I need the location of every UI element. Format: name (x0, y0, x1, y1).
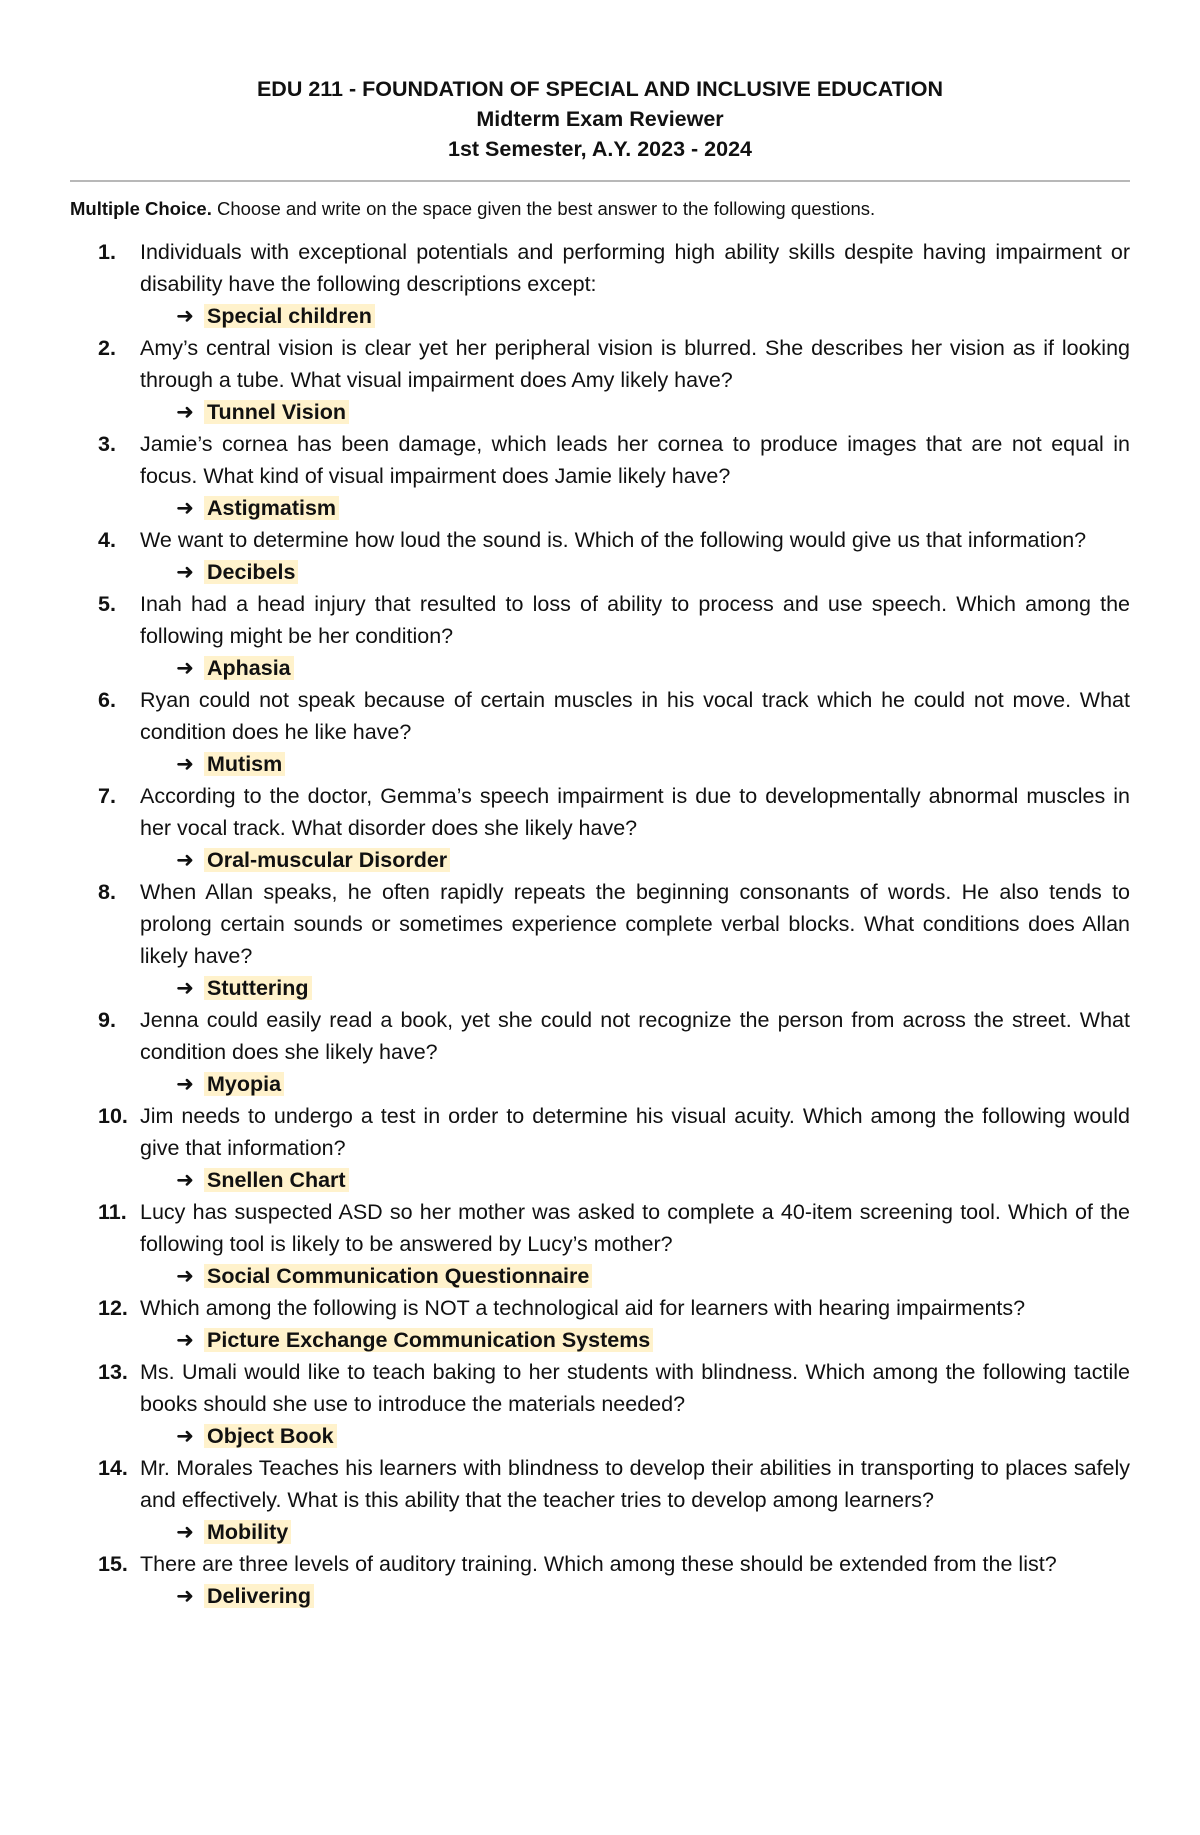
question-item (70, 1452, 1130, 1548)
question-item (70, 524, 1130, 588)
answer-text: Special children (204, 304, 375, 328)
answer-text: Delivering (204, 1584, 314, 1608)
arrow-right-icon: ➜ (176, 1520, 195, 1544)
answer-text: Social Communication Questionnaire (204, 1264, 592, 1288)
question-number: 13. (98, 1360, 128, 1384)
question-item (70, 1356, 1130, 1452)
question-number: 4. (98, 528, 116, 552)
arrow-right-icon: ➜ (176, 560, 195, 584)
arrow-right-icon: ➜ (176, 752, 195, 776)
answer-line (176, 1324, 1130, 1356)
question-text: Jamie’s cornea has been damage, which leads her cornea to produce images that are not equal in focus. What kind of visual impairment does Jamie likely have? (140, 432, 1130, 488)
answer-text: Oral-muscular Disorder (204, 848, 450, 872)
answer-line (176, 396, 1130, 428)
question-list (70, 236, 1130, 1612)
question-number: 2. (98, 336, 116, 360)
question-text: There are three levels of auditory training. Which among these should be extended from the list? (140, 1552, 1057, 1576)
instructions (70, 196, 1130, 222)
question-text: We want to determine how loud the sound is. Which of the following would give us that information? (140, 528, 1087, 552)
answer-text: Stuttering (204, 976, 312, 1000)
instructions-lead: Multiple Choice. (70, 198, 212, 219)
arrow-right-icon: ➜ (176, 976, 195, 1000)
question-text: Ms. Umali would like to teach baking to her students with blindness. Which among the following tactile books should she use to introduce the materials needed? (140, 1360, 1130, 1416)
question-item (70, 428, 1130, 524)
question-text: Amy’s central vision is clear yet her peripheral vision is blurred. She describes her vision as if looking through a tube. What visual impairment does Amy likely have? (140, 336, 1130, 392)
course-title: EDU 211 - FOUNDATION OF SPECIAL AND INCLUSIVE EDUCATION (256, 77, 944, 101)
question-number: 10. (98, 1104, 128, 1128)
answer-line (176, 300, 1130, 332)
question-item (70, 684, 1130, 780)
arrow-right-icon: ➜ (176, 1328, 195, 1352)
question-text: Ryan could not speak because of certain muscles in his vocal track which he could not move. What condition does he like have? (140, 688, 1130, 744)
arrow-right-icon: ➜ (176, 304, 195, 328)
document-header (70, 74, 1130, 164)
answer-line (176, 1516, 1130, 1548)
question-text: Mr. Morales Teaches his learners with blindness to develop their abilities in transporting to places safely and effectively. What is this ability that the teacher tries to develop among learners? (140, 1456, 1130, 1512)
question-text: Inah had a head injury that resulted to loss of ability to process and use speech. Which among the following might be her condition? (140, 592, 1130, 648)
question-text: When Allan speaks, he often rapidly repeats the beginning consonants of words. He also tends to prolong certain sounds or sometimes experience complete verbal blocks. What conditions does Allan likely have? (140, 880, 1130, 968)
question-number: 15. (98, 1552, 128, 1576)
question-item (70, 1196, 1130, 1292)
answer-line (176, 748, 1130, 780)
question-text: Individuals with exceptional potentials and performing high ability skills despite having impairment or disability have the following descriptions except: (140, 240, 1130, 296)
answer-line (176, 1420, 1130, 1452)
answer-line (176, 1260, 1130, 1292)
question-item (70, 876, 1130, 1004)
question-text: Lucy has suspected ASD so her mother was asked to complete a 40-item screening tool. Which of the following tool is likely to be answered by Lucy’s mother? (140, 1200, 1130, 1256)
arrow-right-icon: ➜ (176, 1072, 195, 1096)
answer-line (176, 844, 1130, 876)
answer-line (176, 972, 1130, 1004)
question-text: Jenna could easily read a book, yet she could not recognize the person from across the street. What condition does she likely have? (140, 1008, 1130, 1064)
answer-line (176, 492, 1130, 524)
instructions-text: Choose and write on the space given the best answer to the following questions. (211, 198, 876, 219)
answer-text: Astigmatism (204, 496, 339, 520)
question-number: 8. (98, 880, 116, 904)
question-text: Jim needs to undergo a test in order to determine his visual acuity. Which among the following would give that information? (140, 1104, 1130, 1160)
arrow-right-icon: ➜ (176, 496, 195, 520)
question-number: 9. (98, 1008, 116, 1032)
answer-text: Aphasia (204, 656, 294, 680)
question-number: 3. (98, 432, 116, 456)
question-number: 12. (98, 1296, 128, 1320)
answer-text: Mutism (204, 752, 285, 776)
answer-text: Tunnel Vision (204, 400, 349, 424)
answer-text: Mobility (204, 1520, 291, 1544)
semester-line: 1st Semester, A.Y. 2023 - 2024 (448, 137, 752, 161)
arrow-right-icon: ➜ (176, 1264, 195, 1288)
question-number: 6. (98, 688, 116, 712)
answer-line (176, 1580, 1130, 1612)
answer-text: Snellen Chart (204, 1168, 349, 1192)
question-item (70, 1548, 1130, 1612)
question-text: Which among the following is NOT a technological aid for learners with hearing impairments? (140, 1296, 1026, 1320)
arrow-right-icon: ➜ (176, 656, 195, 680)
header-divider (70, 180, 1130, 182)
answer-line (176, 1164, 1130, 1196)
answer-text: Picture Exchange Communication Systems (204, 1328, 653, 1352)
question-number: 7. (98, 784, 116, 808)
question-number: 1. (98, 240, 116, 264)
answer-line (176, 1068, 1130, 1100)
question-item (70, 236, 1130, 332)
question-item (70, 588, 1130, 684)
arrow-right-icon: ➜ (176, 1584, 195, 1608)
question-number: 14. (98, 1456, 128, 1480)
arrow-right-icon: ➜ (176, 1168, 195, 1192)
arrow-right-icon: ➜ (176, 848, 195, 872)
answer-text: Myopia (204, 1072, 284, 1096)
answer-text: Object Book (204, 1424, 337, 1448)
question-item (70, 332, 1130, 428)
arrow-right-icon: ➜ (176, 400, 195, 424)
question-number: 11. (98, 1200, 127, 1224)
question-text: According to the doctor, Gemma’s speech impairment is due to developmentally abnormal muscles in her vocal track. What disorder does she likely have? (140, 784, 1130, 840)
arrow-right-icon: ➜ (176, 1424, 195, 1448)
question-item (70, 1292, 1130, 1356)
question-number: 5. (98, 592, 116, 616)
document-subtitle: Midterm Exam Reviewer (476, 107, 724, 131)
question-item (70, 780, 1130, 876)
answer-line (176, 652, 1130, 684)
question-item (70, 1004, 1130, 1100)
question-item (70, 1100, 1130, 1196)
answer-line (176, 556, 1130, 588)
answer-text: Decibels (204, 560, 298, 584)
